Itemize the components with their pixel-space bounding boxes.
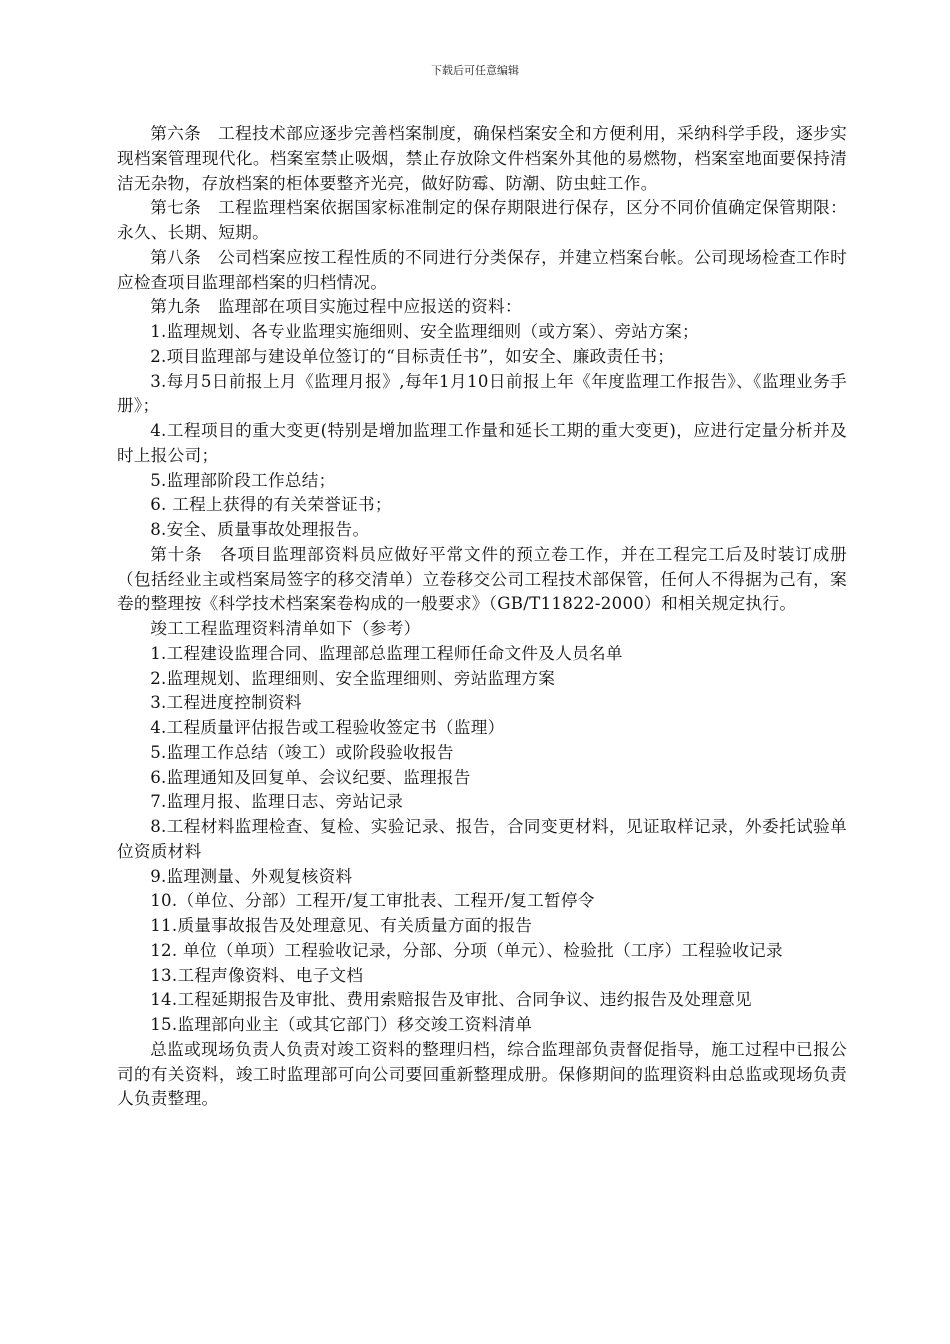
article-8: 第八条 公司档案应按工程性质的不同进行分类保存，并建立档案台帐。公司现场检查工作时应检查项目监理部档案的归档情况。 [117,247,847,292]
article-6: 第六条 工程技术部应逐步完善档案制度，确保档案安全和方便利用，采纳科学手段，逐步实现档案管理现代化。档案室禁止吸烟，禁止存放除文件档案外其他的易燃物，档案室地面要保持清洁无杂物，存放档案的柜体要整齐光亮，做好防霉、防潮、防虫蛀工作。 [117,124,847,193]
article-10: 第十条 各项目监理部资料员应做好平常文件的预立卷工作，并在工程完工后及时装订成册（包括经业主或档案局签字的移交清单）立卷移交公司工程技术部保管，任何人不得据为己有，案卷的整理按《科学技术档案案卷构成的一般要求》（GB/T11822-2000）和相关规定执行。 [117,544,847,614]
checklist-item: 6.监理通知及回复单、会议纪要、监理报告 [150,767,471,787]
checklist-item: 4.工程质量评估报告或工程验收签定书（监理） [150,718,505,737]
closing-paragraph: 总监或现场负责人负责对竣工资料的整理归档，综合监理部负责督促指导，施工过程中已报公司的有关资料，竣工时监理部可向公司要回重新整理成册。保修期间的监理资料由总监或现场负责人负责整理。 [117,1039,847,1109]
checklist-item: 14.工程延期报告及审批、费用索赔报告及审批、合同争议、违约报告及处理意见 [150,990,752,1010]
checklist-item: 13.工程声像资料、电子文档 [150,965,364,985]
article-9-item: 2.项目监理部与建设单位签订的“目标责任书”，如安全、廉政责任书； [150,346,675,366]
page-header: 下载后可任意编辑 [431,64,519,77]
document-body [117,122,847,1112]
checklist-item: 1.工程建设监理合同、监理部总监理工程师任命文件及人员名单 [150,643,623,663]
checklist-item: 3.工程进度控制资料 [150,693,302,713]
article-9-item: 4.工程项目的重大变更(特别是增加监理工作量和延长工期的重大变更)，应进行定量分析并及时上报公司； [117,421,847,465]
checklist-heading: 竣工工程监理资料清单如下（参考） [150,619,421,638]
checklist-item: 5.监理工作总结（竣工）或阶段验收报告 [150,742,454,762]
checklist-item: 15.监理部向业主（或其它部门）移交竣工资料清单 [150,1015,533,1034]
checklist-item: 10.（单位、分部）工程开/复工审批表、工程开/复工暂停令 [150,891,595,911]
checklist-item: 11.质量事故报告及处理意见、有关质量方面的报告 [150,916,533,935]
article-9-item: 6. 工程上获得的有关荣誉证书； [150,495,392,515]
article-7: 第七条 工程监理档案依据国家标准制定的保存期限进行保存，区分不同价值确定保管期限：永久、长期、短期。 [117,198,847,242]
checklist-item: 7.监理月报、监理日志、旁站记录 [150,792,404,812]
article-9-item: 3.每月5日前报上月《监理月报》,每年1月10日前报上年《年度监理工作报告》、《监理业务手册》； [117,371,847,416]
checklist-item: 2.监理规划、监理细则、安全监理细则、旁站监理方案 [150,668,556,688]
checklist-item: 12. 单位（单项）工程验收记录，分部、分项（单元）、检验批（工序）工程验收记录 [150,940,783,960]
article-9-item: 1.监理规划、各专业监理实施细则、安全监理细则（或方案）、旁站方案； [150,322,699,341]
article-9-item: 8.安全、质量事故处理报告。 [150,520,370,539]
article-9: 第九条 监理部在项目实施过程中应报送的资料： [150,297,522,317]
checklist-item: 8.工程材料监理检查、复检、实验记录、报告，合同变更材料，见证取样记录，外委托试验单位资质材料 [117,817,847,861]
article-9-item: 5.监理部阶段工作总结； [150,470,336,490]
checklist-item: 9.监理测量、外观复核资料 [150,866,353,886]
